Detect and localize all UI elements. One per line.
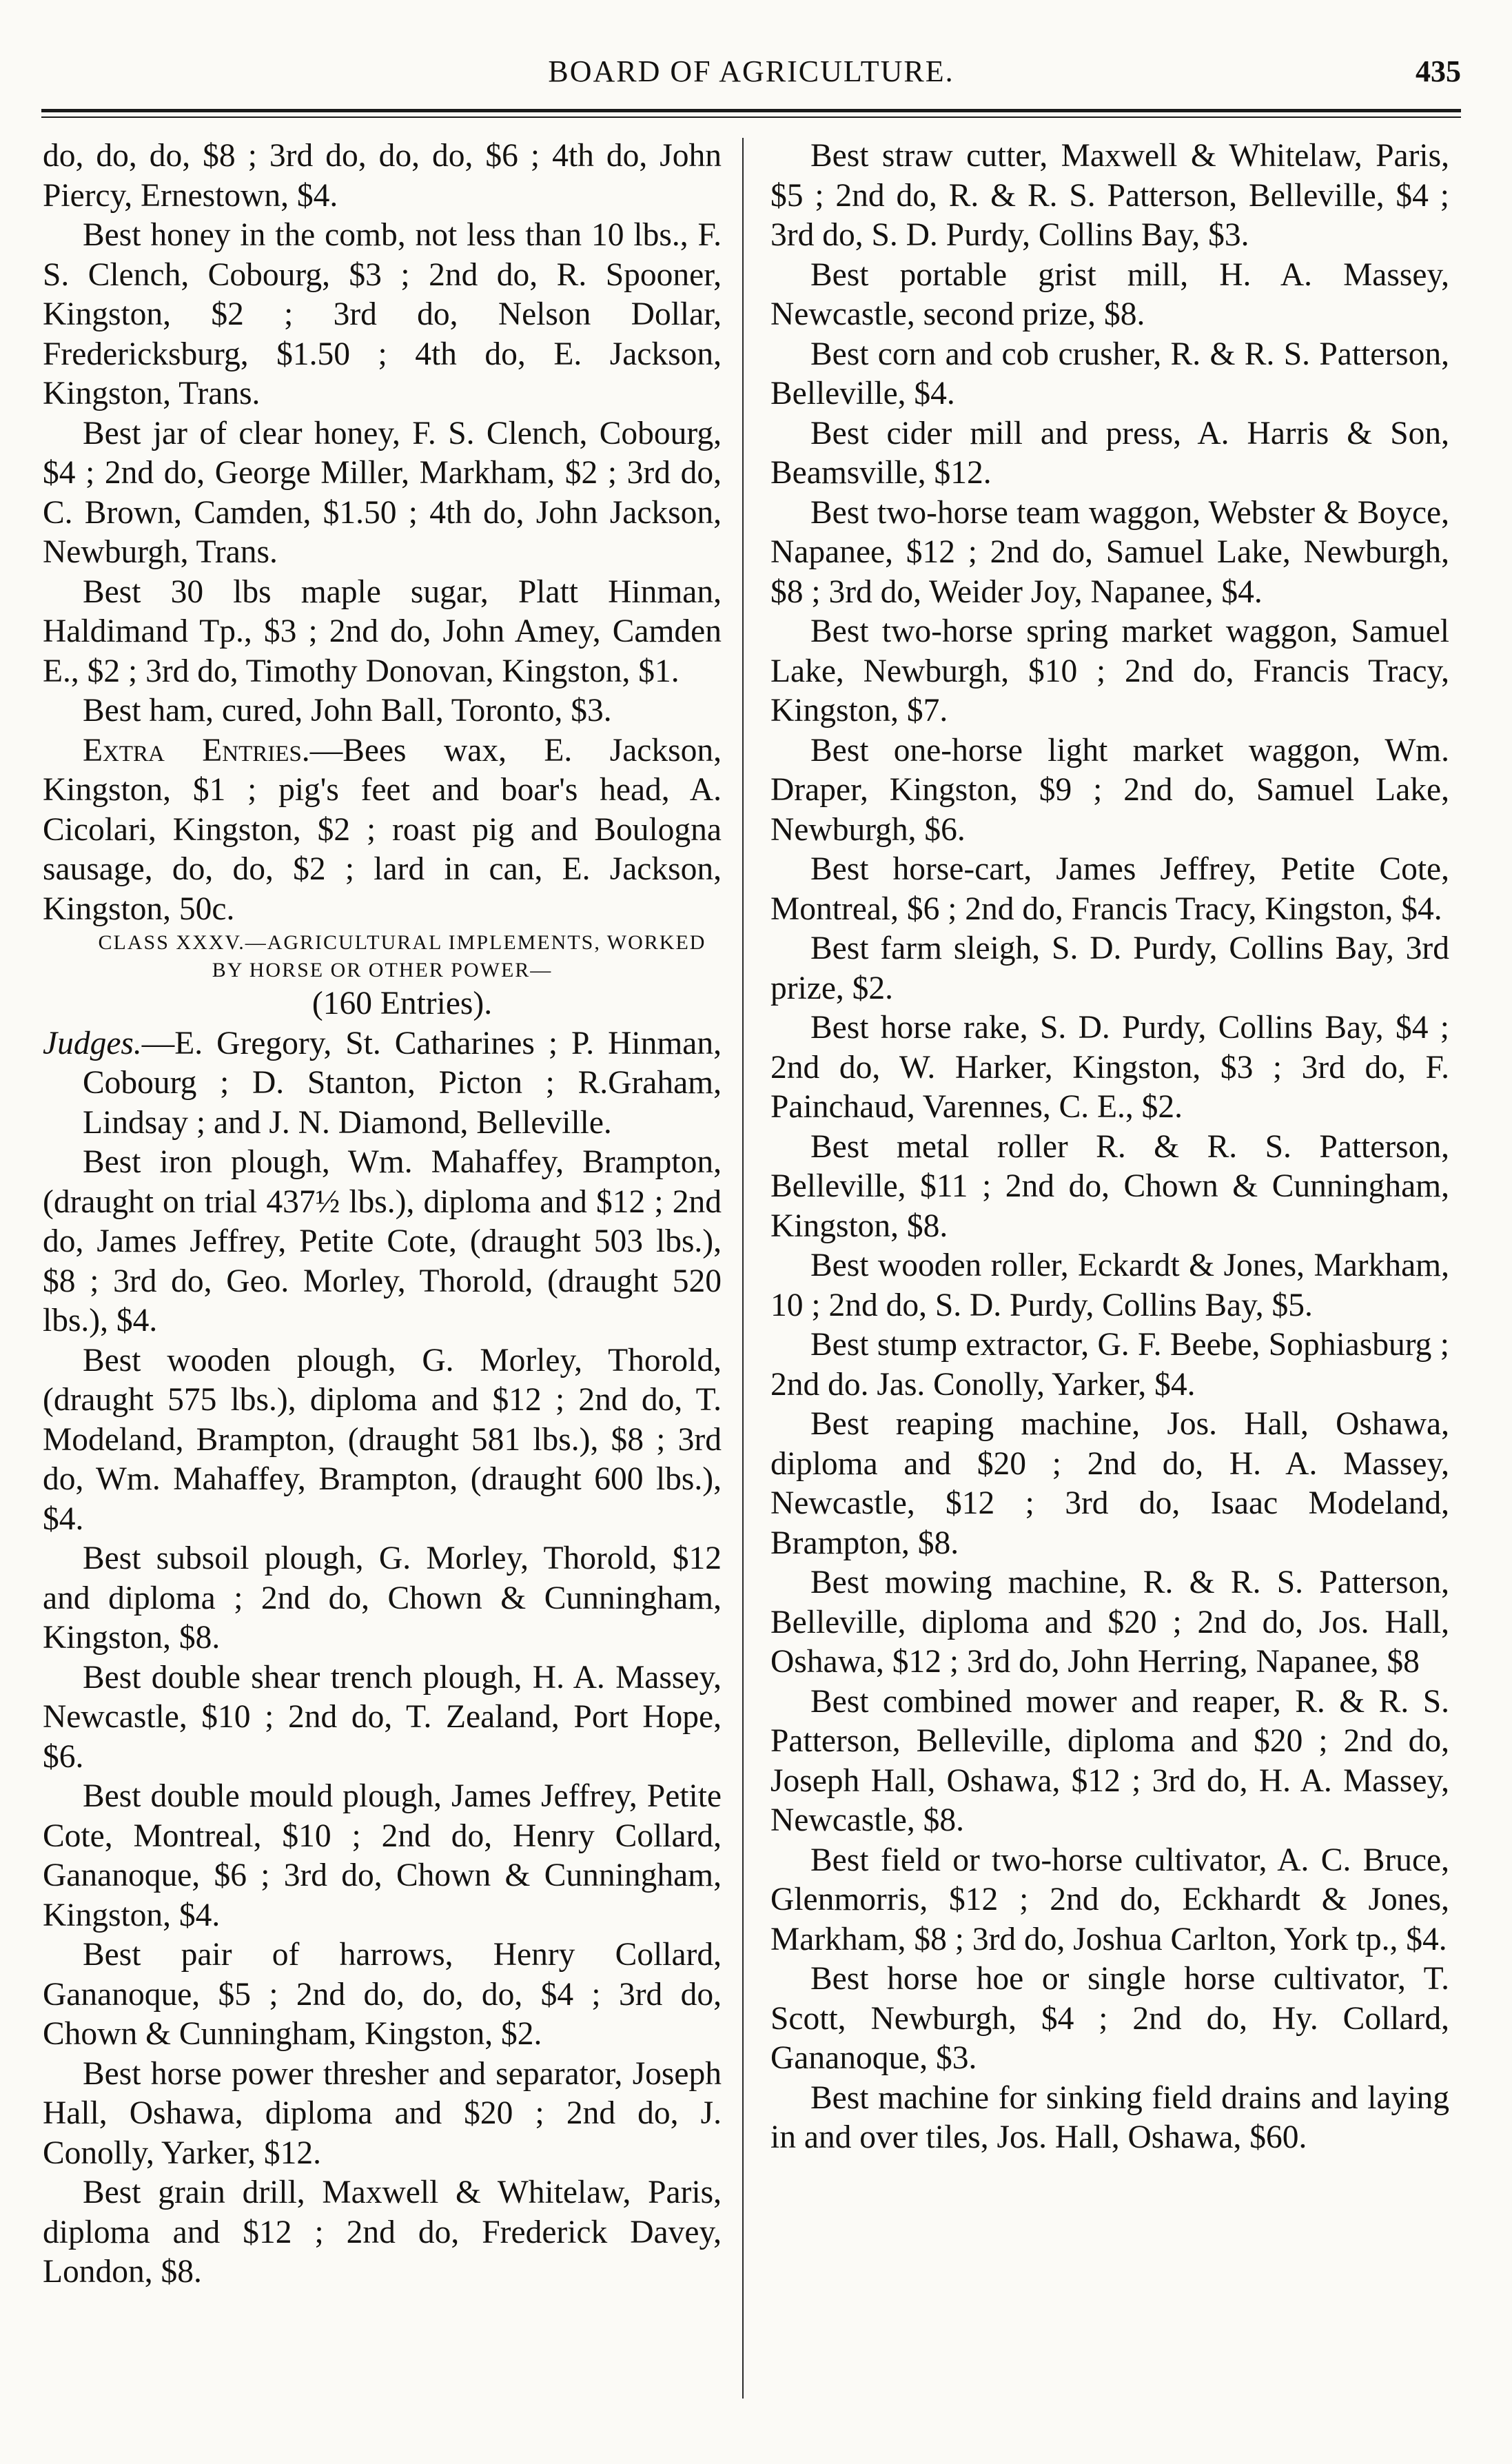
paragraph: Best reaping machine, Jos. Hall, Oshawa, diploma and $20 ; 2nd do, H. A. Massey, Newcastle, $12 ; 3rd do, Isaac Modeland, Brampton, $8. xyxy=(770,1406,1449,1561)
extra-entries-paragraph xyxy=(43,731,722,930)
paragraph: do, do, do, $8 ; 3rd do, do, do, $6 ; 4th do, John Piercy, Ernestown, $4. xyxy=(43,138,722,214)
page-number: 435 xyxy=(1416,54,1461,88)
paragraph: Best two-horse spring market waggon, Samuel Lake, Newburgh, $10 ; 2nd do, Francis Tracy, Kingston, $7. xyxy=(770,613,1449,729)
paragraph: Best metal roller R. & R. S. Patterson, Belleville, $11 ; 2nd do, Chown & Cunningham, Kingston, $8. xyxy=(770,1128,1449,1244)
paragraph: Best 30 lbs maple sugar, Platt Hinman, Haldimand Tp., $3 ; 2nd do, John Amey, Camden E., $2 ; 3rd do, Timothy Donovan, Kingston, $1. xyxy=(43,573,722,689)
paragraph: Best pair of harrows, Henry Collard, Gananoque, $5 ; 2nd do, do, do, $4 ; 3rd do, Chown & Cunningham, Kingston, $2. xyxy=(43,1937,722,2052)
paragraph: Best field or two-horse cultivator, A. C. Bruce, Glenmorris, $12 ; 2nd do, Eckhardt & Jones, Markham, $8 ; 3rd do, Joshua Carlton, York tp., $4. xyxy=(770,1842,1449,1957)
header-rule-thin xyxy=(41,116,1461,118)
paragraph: Best horse hoe or single horse cultivator, T. Scott, Newburgh, $4 ; 2nd do, Hy. Collard, Gananoque, $3. xyxy=(770,1961,1449,2076)
judges-text: —E. Gregory, St. Catharines ; P. Hinman, Cobourg ; D. Stanton, Picton ; R.Graham, Lindsay ; and J. N. Diamond, Belleville. xyxy=(83,1025,722,1141)
paragraph: Best corn and cob crusher, R. & R. S. Patterson, Belleville, $4. xyxy=(770,336,1449,411)
paragraph: Best combined mower and reaper, R. & R. S. Patterson, Belleville, diploma and $20 ; 2nd do, Joseph Hall, Oshawa, $12 ; 3rd do, H. A. Massey, Newcastle, $8. xyxy=(770,1683,1449,1838)
right-column xyxy=(770,136,1449,2158)
paragraph: Best double shear trench plough, H. A. Massey, Newcastle, $10 ; 2nd do, T. Zealand, Port Hope, $6. xyxy=(43,1659,722,1775)
paragraph: Best portable grist mill, H. A. Massey, Newcastle, second prize, $8. xyxy=(770,256,1449,332)
page-header xyxy=(41,54,1461,95)
class-heading: CLASS XXXV.—AGRICULTURAL IMPLEMENTS, WORKED BY HORSE OR OTHER POWER— xyxy=(98,931,706,981)
paragraph: Best horse power thresher and separator, Joseph Hall, Oshawa, diploma and $20 ; 2nd do, J. Conolly, Yarker, $12. xyxy=(43,2055,722,2171)
paragraph: Best iron plough, Wm. Mahaffey, Brampton, (draught on trial 437½ lbs.), diploma and $12 ; 2nd do, James Jeffrey, Petite Cote, (draught 503 lbs.), $8 ; 3rd do, Geo. Morley, Thorold, (draught 520 lbs.), $4. xyxy=(43,1144,722,1338)
paragraph: Best grain drill, Maxwell & Whitelaw, Paris, diploma and $12 ; 2nd do, Frederick Davey, London, $8. xyxy=(43,2175,722,2290)
running-title: BOARD OF AGRICULTURE. xyxy=(548,54,954,88)
paragraph: Best horse-cart, James Jeffrey, Petite Cote, Montreal, $6 ; 2nd do, Francis Tracy, Kingston, $4. xyxy=(770,851,1449,927)
paragraph: Best machine for sinking field drains and laying in and over tiles, Jos. Hall, Oshawa, $60. xyxy=(770,2079,1449,2155)
extra-entries-text: —Bees wax, E. Jackson, Kingston, $1 ; pig's feet and boar's head, A. Cicolari, Kingston, $2 ; roast pig and Boulogna sausage, do, do, $2 ; lard in can, E. Jackson, Kingston, 50c. xyxy=(43,732,722,927)
paragraph: Best subsoil plough, G. Morley, Thorold, $12 and diploma ; 2nd do, Chown & Cunningham, Kingston, $8. xyxy=(43,1540,722,1656)
paragraph: Best jar of clear honey, F. S. Clench, Cobourg, $4 ; 2nd do, George Miller, Markham, $2 ; 3rd do, C. Brown, Camden, $1.50 ; 4th do, John Jackson, Newburgh, Trans. xyxy=(43,415,722,570)
header-rule-thick xyxy=(41,109,1461,112)
paragraph: Best ham, cured, John Ball, Toronto, $3. xyxy=(83,693,612,729)
paragraph: Best cider mill and press, A. Harris & Son, Beamsville, $12. xyxy=(770,415,1449,491)
class-entries: (160 Entries). xyxy=(311,986,493,1021)
paragraph: Best wooden roller, Eckardt & Jones, Markham, 10 ; 2nd do, S. D. Purdy, Collins Bay, $5. xyxy=(770,1248,1449,1323)
paragraph: Best horse rake, S. D. Purdy, Collins Bay, $4 ; 2nd do, W. Harker, Kingston, $3 ; 3rd do, F. Painchaud, Varennes, C. E., $2. xyxy=(770,1010,1449,1125)
paragraph: Best one-horse light market waggon, Wm. Draper, Kingston, $9 ; 2nd do, Samuel Lake, Newburgh, $6. xyxy=(770,732,1449,848)
paragraph: Best double mould plough, James Jeffrey, Petite Cote, Montreal, $10 ; 2nd do, Henry Collard, Gananoque, $6 ; 3rd do, Chown & Cunningham, Kingston, $4. xyxy=(43,1778,722,1933)
judges-label: Judges. xyxy=(43,1025,142,1061)
column-divider xyxy=(742,138,744,2399)
paragraph: Best two-horse team waggon, Webster & Boyce, Napanee, $12 ; 2nd do, Samuel Lake, Newburgh, $8 ; 3rd do, Weider Joy, Napanee, $4. xyxy=(770,494,1449,610)
judges-paragraph xyxy=(43,1024,722,1143)
paragraph: Best mowing machine, R. & R. S. Patterson, Belleville, diploma and $20 ; 2nd do, Jos. Hall, Oshawa, $12 ; 3rd do, John Herring, Napanee, $8 xyxy=(770,1565,1449,1680)
paragraph: Best wooden plough, G. Morley, Thorold, (draught 575 lbs.), diploma and $12 ; 2nd do, T. Modeland, Brampton, (draught 581 lbs.), $8 ; 3rd do, Wm. Mahaffey, Brampton, (draught 600 lbs.), $4. xyxy=(43,1342,722,1537)
paragraph: Best farm sleigh, S. D. Purdy, Collins Bay, 3rd prize, $2. xyxy=(770,930,1449,1006)
paragraph: Best straw cutter, Maxwell & Whitelaw, Paris, $5 ; 2nd do, R. & R. S. Patterson, Belleville, $4 ; 3rd do, S. D. Purdy, Collins Bay, $3. xyxy=(770,138,1449,253)
left-column xyxy=(43,136,722,2292)
paragraph: Best honey in the comb, not less than 10 lbs., F. S. Clench, Cobourg, $3 ; 2nd do, R. Spooner, Kingston, $2 ; 3rd do, Nelson Dollar, Fredericksburg, $1.50 ; 4th do, E. Jackson, Kingston, Trans. xyxy=(43,217,722,411)
extra-entries-lead: Extra Entries. xyxy=(83,732,310,768)
paragraph: Best stump extractor, G. F. Beebe, Sophiasburg ; 2nd do. Jas. Conolly, Yarker, $4. xyxy=(770,1327,1449,1403)
